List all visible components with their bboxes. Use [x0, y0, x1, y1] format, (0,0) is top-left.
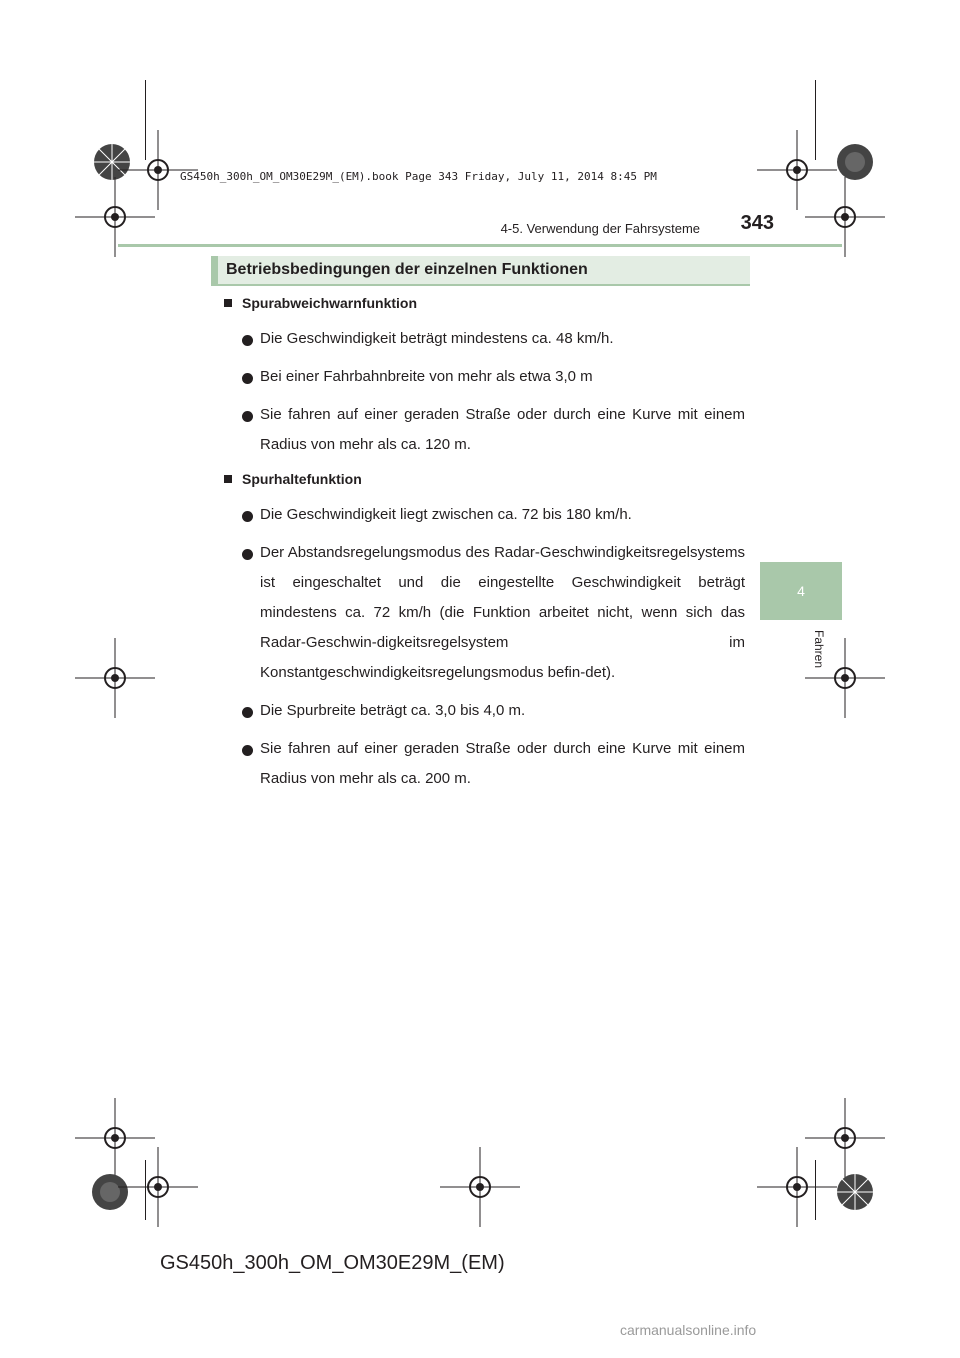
list-item	[220, 400, 745, 460]
registration-mark-icon	[75, 638, 155, 718]
list-item	[220, 696, 745, 726]
crop-mark	[815, 1160, 816, 1220]
list-item	[220, 734, 745, 794]
registration-mark-icon	[815, 1152, 895, 1232]
subheading	[220, 292, 745, 314]
watermark: carmanualsonline.info	[620, 1322, 757, 1338]
subheading-text: Spurhaltefunktion	[242, 471, 362, 487]
bullet-icon	[242, 411, 253, 422]
list-item	[220, 324, 745, 354]
list-item	[220, 538, 745, 688]
list-item	[220, 500, 745, 530]
bullet-icon	[242, 549, 253, 560]
list-item-text: Bei einer Fahrbahnbreite von mehr als etwa 3,0 m	[260, 368, 593, 385]
section-label: 4-5. Verwendung der Fahrsysteme	[500, 221, 700, 236]
list-item-text: Die Spurbreite beträgt ca. 3,0 bis 4,0 m.	[260, 702, 526, 719]
chapter-number: 4	[797, 583, 805, 599]
crop-mark	[145, 80, 146, 160]
subheading	[220, 468, 745, 490]
header-rule	[118, 244, 842, 247]
bullet-icon	[242, 373, 253, 384]
chapter-title: Fahren	[812, 630, 826, 669]
list-item	[220, 362, 745, 392]
chapter-tab	[760, 562, 842, 620]
book-info: GS450h_300h_OM_OM30E29M_(EM).book Page 343 Friday, July 11, 2014 8:45 PM	[180, 170, 657, 183]
list-item-text: Die Geschwindigkeit beträgt mindestens ca. 48 km/h.	[260, 330, 614, 347]
box-title: Betriebsbedingungen der einzelnen Funktionen	[211, 256, 750, 286]
crop-mark	[815, 80, 816, 160]
footer-code: GS450h_300h_OM_OM30E29M_(EM)	[160, 1252, 505, 1274]
registration-mark-icon	[440, 1147, 520, 1227]
content	[220, 292, 745, 802]
list-item-text: Sie fahren auf einer geraden Straße oder durch eine Kurve mit einem Radius von mehr als ca. 120 m.	[260, 406, 745, 453]
bullet-icon	[242, 335, 253, 346]
bullet-icon	[242, 707, 253, 718]
square-bullet-icon	[224, 475, 232, 483]
list-item-text: Die Geschwindigkeit liegt zwischen ca. 72 bis 180 km/h.	[260, 506, 632, 523]
list-item-text: Der Abstandsregelungsmodus des Radar-Geschwindigkeitsregelsystems ist eingeschaltet und die eingestellte Geschwindigkeit beträgt mindestens ca. 72 km/h (die Funktion arbeitet nicht, wenn sich das Radar-Geschwin-digkeitsregelsystem im Konstantgeschwindigkeitsregelungsmodus befin-det).	[260, 544, 745, 681]
subheading-text: Spurabweichwarnfunktion	[242, 295, 418, 311]
registration-mark-icon	[118, 1147, 198, 1227]
list-item-text: Sie fahren auf einer geraden Straße oder durch eine Kurve mit einem Radius von mehr als ca. 200 m.	[260, 740, 745, 787]
square-bullet-icon	[224, 299, 232, 307]
crop-mark	[145, 1160, 146, 1220]
bullet-icon	[242, 745, 253, 756]
page-number: 343	[740, 212, 774, 234]
bullet-icon	[242, 511, 253, 522]
